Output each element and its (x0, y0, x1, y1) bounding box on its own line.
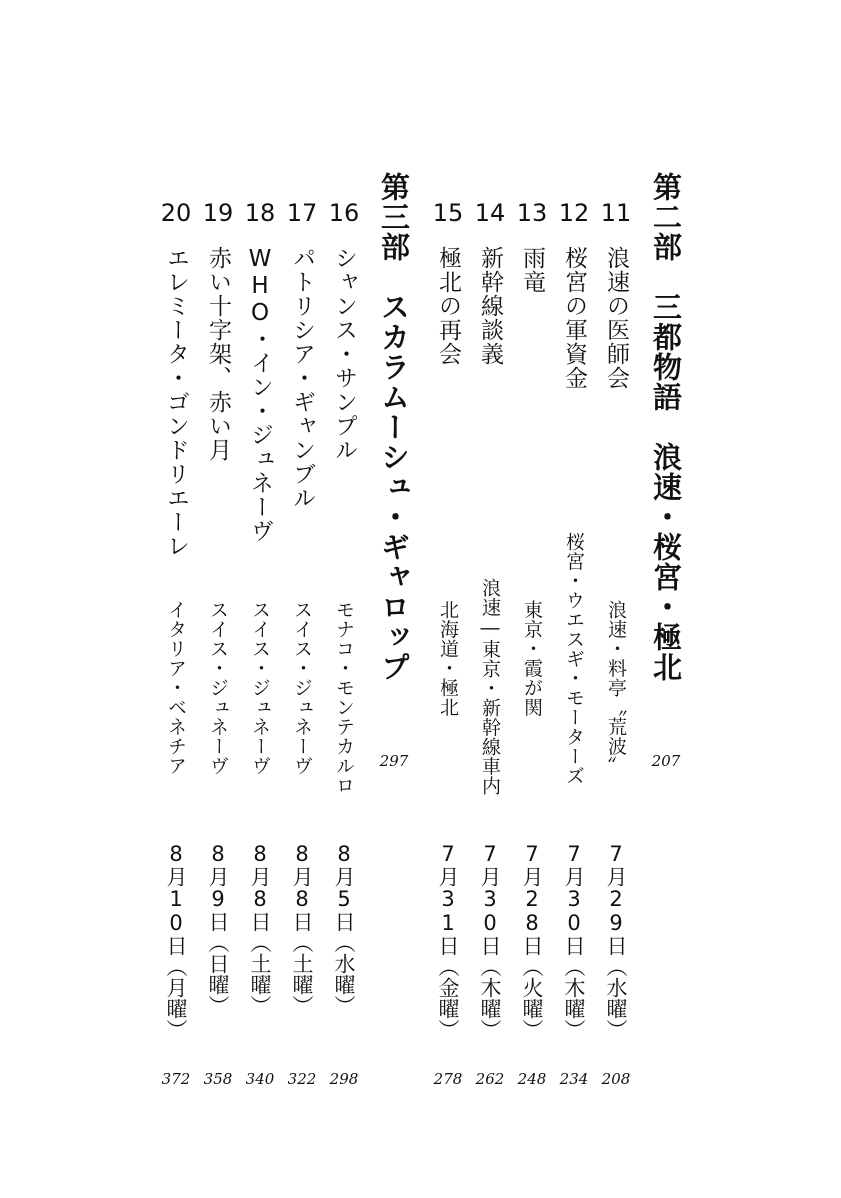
chapter-date: 8月9日（日曜） (206, 842, 230, 1016)
chapter-title: パトリシア・ギャンブル (289, 246, 315, 510)
chapter-place: スイス・ジュネーヴ (249, 600, 271, 776)
chapter-page: 208 (601, 1070, 631, 1088)
chapter-title: シャンス・サンプル (331, 246, 357, 462)
chapter-date: 7月30日（木曜） (478, 842, 502, 1040)
part-2-places: 浪速・桜宮・極北 (649, 442, 683, 682)
chapter-date: 7月31日（金曜） (436, 842, 460, 1040)
part-3-label: 第三部 (377, 172, 411, 262)
part-2-label: 第二部 (649, 172, 683, 262)
chapter-page: 262 (475, 1070, 505, 1088)
chapter-place: 浪速―東京・新幹線車内 (479, 578, 501, 796)
chapter-place: 浪速・料亭〝荒波〟 (605, 600, 627, 776)
chapter-place: スイス・ジュネーヴ (207, 600, 229, 776)
chapter-date: 8月5日（水曜） (332, 842, 356, 1016)
chapter-place: 桜宮・ウエスギ・モーターズ (563, 532, 585, 786)
part-3-subtitle: スカラムーシュ・ギャロップ (377, 292, 411, 682)
chapter-number: 12 (558, 199, 590, 227)
chapter-page: 372 (161, 1070, 191, 1088)
chapter-place: スイス・ジュネーヴ (291, 600, 313, 776)
chapter-date: 7月29日（水曜） (604, 842, 628, 1040)
part-3-page: 297 (379, 752, 409, 770)
chapter-title: 極北の再会 (435, 246, 461, 366)
chapter-place: 北海道・極北 (437, 600, 459, 717)
chapter-place: モナコ・モンテカルロ (333, 600, 355, 795)
chapter-page: 340 (245, 1070, 275, 1088)
chapter-title: 新幹線談義 (477, 246, 503, 366)
chapter-title: 浪速の医師会 (603, 246, 629, 390)
chapter-date: 7月30日（木曜） (562, 842, 586, 1040)
chapter-place: イタリア・ベネチア (165, 600, 187, 776)
chapter-title: 桜宮の軍資金 (561, 246, 587, 390)
chapter-page: 278 (433, 1070, 463, 1088)
chapter-number: 16 (328, 199, 360, 227)
chapter-title: エレミータ・ゴンドリエーレ (163, 246, 189, 558)
chapter-page: 358 (203, 1070, 233, 1088)
chapter-number: 14 (474, 199, 506, 227)
chapter-date: 8月8日（土曜） (248, 842, 272, 1016)
chapter-page: 234 (559, 1070, 589, 1088)
chapter-number: 20 (160, 199, 192, 227)
chapter-page: 322 (287, 1070, 317, 1088)
part-2-subtitle: 三都物語 (649, 292, 683, 412)
chapter-date: 8月8日（土曜） (290, 842, 314, 1016)
chapter-title: 赤い十字架、赤い月 (205, 246, 231, 462)
chapter-number: 11 (600, 199, 632, 227)
chapter-place: 東京・霞が関 (521, 600, 543, 717)
chapter-title: WHO・イン・ジュネーヴ (247, 246, 273, 543)
part-2-page: 207 (651, 752, 681, 770)
chapter-number: 15 (432, 199, 464, 227)
chapter-page: 298 (329, 1070, 359, 1088)
chapter-number: 13 (516, 199, 548, 227)
chapter-number: 19 (202, 199, 234, 227)
chapter-number: 17 (286, 199, 318, 227)
part-3-title (374, 172, 414, 712)
chapter-number: 18 (244, 199, 276, 227)
chapter-date: 7月28日（火曜） (520, 842, 544, 1040)
part-2-title (646, 172, 686, 712)
chapter-date: 8月10日（月曜） (164, 842, 188, 1040)
chapter-page: 248 (517, 1070, 547, 1088)
chapter-title: 雨竜 (519, 246, 545, 294)
